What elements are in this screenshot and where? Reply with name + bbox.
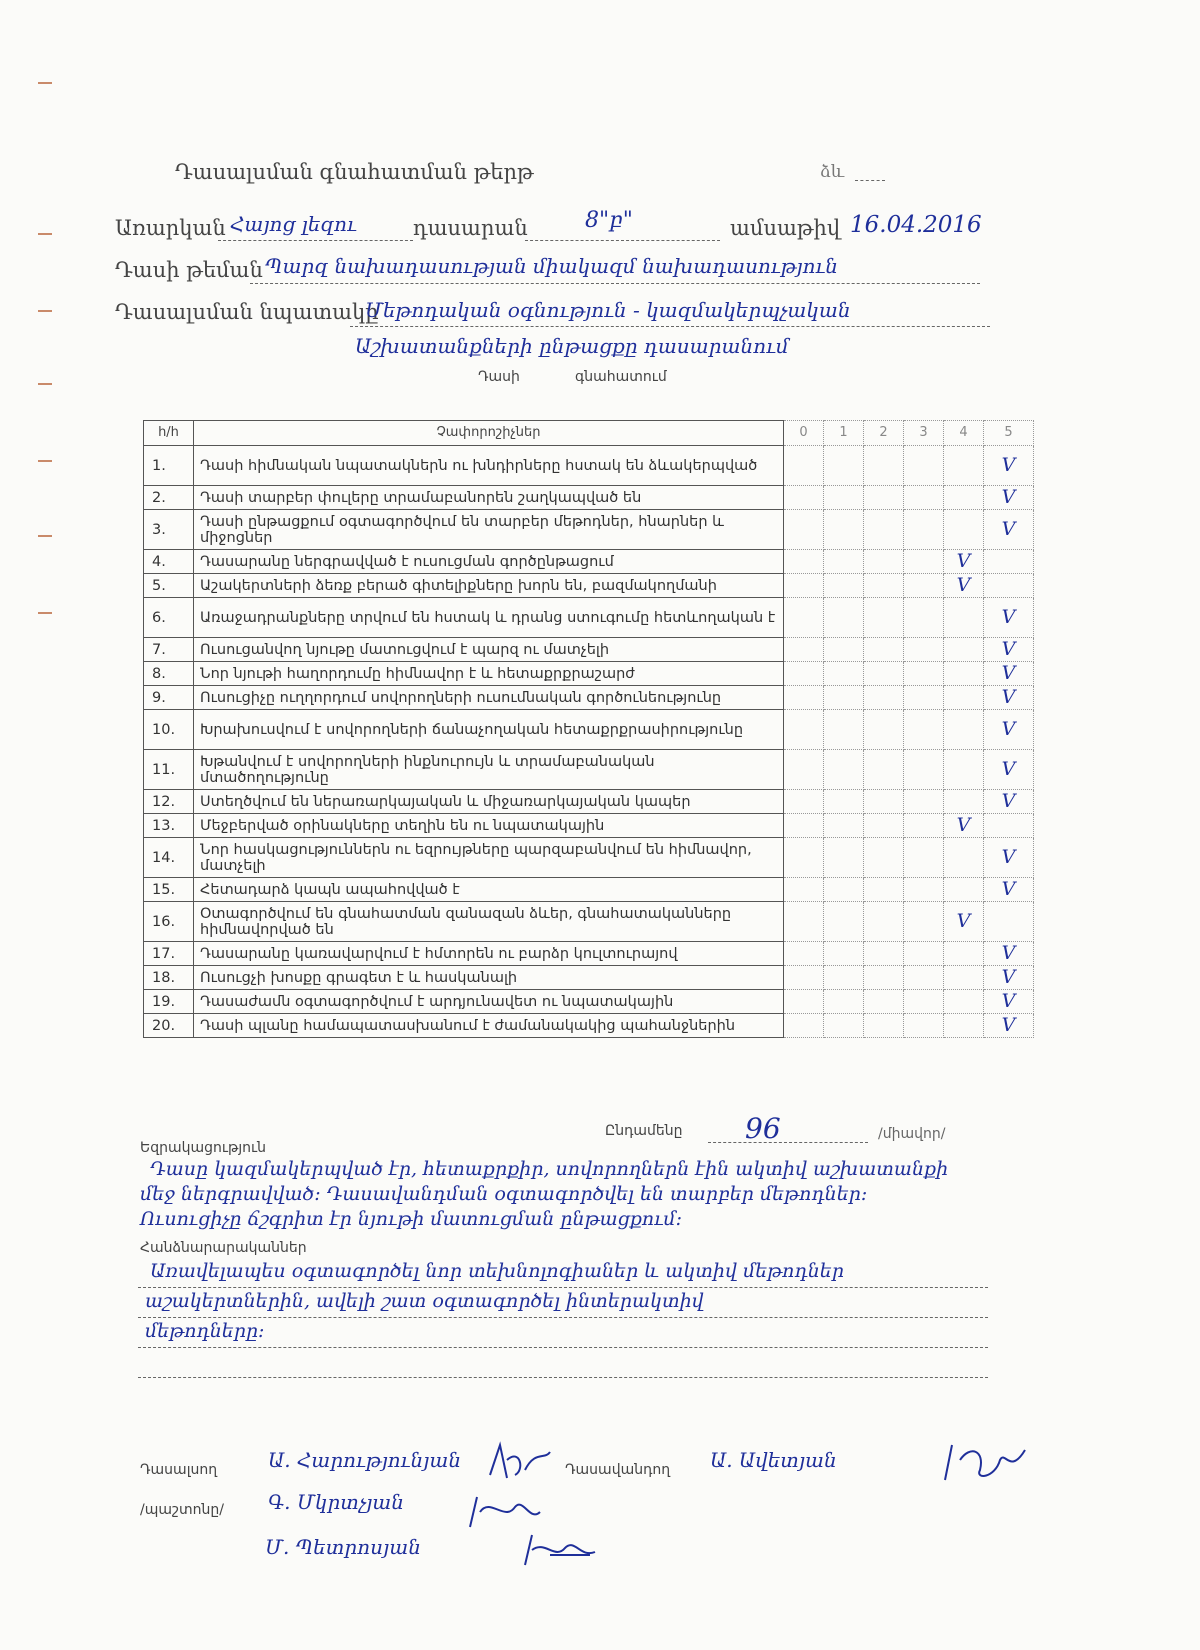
witness-2-signature: Մ. Պետրոսյան: [265, 1535, 421, 1559]
row-criterion: Ուսուցիչը ուղղորդում սովորողների ուսումնական գործունեությունը: [194, 686, 784, 710]
score-cell-1: [824, 550, 864, 574]
score-cell-5: [984, 902, 1034, 942]
row-number: 16.: [144, 902, 194, 942]
row-criterion: Օտագործվում են գնահատման զանազան ձևեր, գնահատականները հիմնավորված են: [194, 902, 784, 942]
score-cell-3: [904, 686, 944, 710]
score-tick-mark: V: [1001, 661, 1016, 684]
margin-mark: [38, 460, 52, 462]
score-cell-5: [984, 750, 1034, 790]
score-cell-0: [784, 814, 824, 838]
score-cell-1: [824, 662, 864, 686]
score-cell-3: [904, 710, 944, 750]
row-number: 20.: [144, 1014, 194, 1038]
score-cell-2: [864, 878, 904, 902]
margin-mark: [38, 82, 52, 84]
topic-value: Պարզ նախադասության միակազմ նախադասություն: [265, 254, 838, 278]
score-cell-4: [944, 814, 984, 838]
score-cell-5: [984, 878, 1034, 902]
score-cell-0: [784, 510, 824, 550]
table-row: [144, 814, 1034, 838]
recommendations-label: Հանձնարարականներ: [140, 1240, 307, 1256]
subject-label: Առարկան: [115, 216, 226, 240]
conclusion-label: Եզրակացություն: [140, 1140, 266, 1156]
score-cell-1: [824, 966, 864, 990]
score-cell-5: [984, 486, 1034, 510]
score-cell-5: [984, 638, 1034, 662]
score-cell-3: [904, 814, 944, 838]
row-number: 9.: [144, 686, 194, 710]
grade-value: 8"բ": [585, 208, 633, 233]
score-cell-2: [864, 1014, 904, 1038]
row-criterion: Առաջադրանքները տրվում են հստակ և դրանց ստուգումը հետևողական է: [194, 598, 784, 638]
score-cell-2: [864, 990, 904, 1014]
sheet-number-line: [855, 180, 885, 181]
col-criteria-header: Չափորոշիչներ: [194, 421, 784, 446]
score-cell-1: [824, 750, 864, 790]
recommendations-line-3: մեթոդները:: [145, 1320, 265, 1342]
score-tick-mark: V: [1001, 845, 1016, 868]
row-number: 15.: [144, 878, 194, 902]
score-tick-mark: V: [1001, 789, 1016, 812]
score-tick-mark: V: [1001, 989, 1016, 1012]
score-cell-3: [904, 790, 944, 814]
row-criterion: Ստեղծվում են ներառարկայական և միջառարկայական կապեր: [194, 790, 784, 814]
score-cell-3: [904, 966, 944, 990]
score-cell-5: [984, 942, 1034, 966]
conclusion-line-1: Դասը կազմակերպված էր, հետաքրքիր, սովորողներն էին ակտիվ աշխատանքի: [150, 1158, 949, 1180]
conclusion-line-3: Ուսուցիչը ճշգրիտ էր նյութի մատուցման ընթացքում:: [140, 1208, 683, 1230]
score-tick-mark: V: [956, 549, 971, 572]
score-cell-1: [824, 598, 864, 638]
score-tick-mark: V: [1001, 941, 1016, 964]
observer-label: Դասալսող: [140, 1462, 218, 1478]
topic-line: [250, 283, 980, 284]
subject-line: [218, 240, 413, 241]
row-criterion: Խթանվում է սովորողների ինքնուրույն և տրամաբանական մտածողությունը: [194, 750, 784, 790]
table-row: [144, 838, 1034, 878]
score-cell-4: [944, 446, 984, 486]
table-row: [144, 750, 1034, 790]
score-cell-0: [784, 942, 824, 966]
score-cell-2: [864, 790, 904, 814]
page-title: Դասալսման գնահատման թերթ: [175, 160, 534, 184]
date-value: 16.04.2016: [850, 212, 982, 238]
topic-label: Դասի թեման: [115, 258, 263, 282]
witness-1-signature-scribble: [465, 1492, 545, 1532]
score-cell-0: [784, 574, 824, 598]
score-cell-2: [864, 966, 904, 990]
score-cell-2: [864, 486, 904, 510]
goal-line-2: Աշխատանքների ընթացքը դասարանում: [355, 334, 789, 358]
score-cell-3: [904, 638, 944, 662]
score-cell-0: [784, 902, 824, 942]
score-cell-0: [784, 486, 824, 510]
row-criterion: Դասաժամն օգտագործվում է արդյունավետ ու նպատակային: [194, 990, 784, 1014]
score-cell-3: [904, 990, 944, 1014]
margin-mark: [38, 310, 52, 312]
table-row: [144, 1014, 1034, 1038]
total-line: [708, 1142, 868, 1143]
score-header-3: 3: [904, 421, 944, 446]
witnesses-label: /պաշտոնը/: [140, 1502, 224, 1518]
score-cell-5: [984, 814, 1034, 838]
score-cell-4: [944, 710, 984, 750]
score-cell-3: [904, 574, 944, 598]
teacher-signature-scribble: [940, 1440, 1030, 1485]
table-row: [144, 686, 1034, 710]
score-header-0: 0: [784, 421, 824, 446]
score-cell-4: [944, 942, 984, 966]
row-criterion: Նոր հասկացություններն ու եզրույթները պարզաբանվում են հիմնավոր, մատչելի: [194, 838, 784, 878]
subject-value: Հայոց լեզու: [230, 212, 357, 236]
score-cell-2: [864, 574, 904, 598]
score-cell-3: [904, 486, 944, 510]
table-row: [144, 486, 1034, 510]
recommendations-line-2: աշակերտներին, ավելի շատ օգտագործել ինտերակտիվ: [145, 1290, 704, 1312]
score-header-5: 5: [984, 421, 1034, 446]
score-tick-mark: V: [1001, 453, 1016, 476]
score-cell-1: [824, 686, 864, 710]
observer-signature: Ա. Հարությունյան: [268, 1448, 462, 1472]
margin-mark: [38, 383, 52, 385]
score-cell-2: [864, 638, 904, 662]
score-cell-1: [824, 446, 864, 486]
score-cell-1: [824, 814, 864, 838]
score-cell-5: [984, 574, 1034, 598]
row-number: 2.: [144, 486, 194, 510]
sheet-number-label: ձև: [820, 162, 845, 182]
score-cell-0: [784, 550, 824, 574]
score-cell-5: [984, 550, 1034, 574]
score-cell-4: [944, 790, 984, 814]
score-cell-2: [864, 710, 904, 750]
score-cell-0: [784, 838, 824, 878]
row-criterion: Ուսուցչի խոսքը գրագետ է և հասկանալի: [194, 966, 784, 990]
row-criterion: Դասի հիմնական նպատակներն ու խնդիրները հստակ են ձևակերպված: [194, 446, 784, 486]
score-cell-0: [784, 638, 824, 662]
rec-line-4: [138, 1377, 988, 1378]
score-tick-mark: V: [1001, 757, 1016, 780]
score-cell-5: [984, 510, 1034, 550]
teacher-signature: Ա. Ավետյան: [710, 1448, 837, 1472]
score-cell-1: [824, 510, 864, 550]
score-cell-2: [864, 902, 904, 942]
score-tick-mark: V: [1001, 637, 1016, 660]
row-number: 18.: [144, 966, 194, 990]
score-header-4: 4: [944, 421, 984, 446]
table-row: [144, 598, 1034, 638]
score-tick-mark: V: [1001, 965, 1016, 988]
table-row: [144, 710, 1034, 750]
score-cell-0: [784, 750, 824, 790]
score-cell-5: [984, 966, 1034, 990]
grade-label: դասարան: [413, 216, 528, 240]
table-row: [144, 662, 1034, 686]
score-cell-4: [944, 662, 984, 686]
score-cell-2: [864, 750, 904, 790]
table-row: [144, 942, 1034, 966]
conclusion-line-2: մեջ ներգրավված: Դասավանդման օգտագործվել են տարբեր մեթոդներ:: [140, 1183, 868, 1205]
table-row: [144, 550, 1034, 574]
score-cell-4: [944, 486, 984, 510]
score-cell-1: [824, 878, 864, 902]
score-cell-5: [984, 990, 1034, 1014]
score-cell-0: [784, 662, 824, 686]
score-cell-0: [784, 990, 824, 1014]
table-caption-right: գնահատում: [575, 369, 667, 385]
score-cell-2: [864, 814, 904, 838]
score-cell-0: [784, 446, 824, 486]
row-number: 1.: [144, 446, 194, 486]
table-row: [144, 966, 1034, 990]
score-cell-5: [984, 710, 1034, 750]
rec-line-1: [138, 1287, 988, 1288]
score-cell-4: [944, 902, 984, 942]
score-cell-4: [944, 550, 984, 574]
row-criterion: Ուսուցանվող նյութը մատուցվում է պարզ ու մատչելի: [194, 638, 784, 662]
score-tick-mark: V: [956, 573, 971, 596]
rec-line-2: [138, 1317, 988, 1318]
score-cell-3: [904, 942, 944, 966]
score-cell-0: [784, 686, 824, 710]
score-cell-4: [944, 878, 984, 902]
score-cell-3: [904, 902, 944, 942]
goal-underline: [350, 326, 990, 327]
score-cell-3: [904, 750, 944, 790]
score-cell-5: [984, 838, 1034, 878]
margin-mark: [38, 233, 52, 235]
row-criterion: Դասի ընթացքում օգտագործվում են տարբեր մեթոդներ, հնարներ և միջոցներ: [194, 510, 784, 550]
goal-line-1: Մեթոդական օգնություն - կազմակերպչական: [365, 298, 851, 322]
score-tick-mark: V: [956, 813, 971, 836]
score-cell-5: [984, 446, 1034, 486]
row-number: 6.: [144, 598, 194, 638]
row-number: 12.: [144, 790, 194, 814]
score-cell-4: [944, 510, 984, 550]
score-cell-0: [784, 878, 824, 902]
row-number: 8.: [144, 662, 194, 686]
grade-line: [525, 240, 720, 241]
table-row: [144, 990, 1034, 1014]
score-cell-1: [824, 1014, 864, 1038]
score-tick-mark: V: [1001, 717, 1016, 740]
score-cell-5: [984, 790, 1034, 814]
score-cell-2: [864, 662, 904, 686]
score-cell-1: [824, 838, 864, 878]
witness-2-signature-scribble: [520, 1530, 600, 1570]
score-cell-5: [984, 686, 1034, 710]
table-row: [144, 878, 1034, 902]
row-number: 5.: [144, 574, 194, 598]
score-cell-0: [784, 790, 824, 814]
table-caption-left: Դասի: [478, 369, 520, 385]
score-cell-1: [824, 710, 864, 750]
score-cell-3: [904, 446, 944, 486]
score-tick-mark: V: [1001, 685, 1016, 708]
row-number: 4.: [144, 550, 194, 574]
score-cell-2: [864, 686, 904, 710]
total-value: 96: [745, 1112, 781, 1145]
score-cell-1: [824, 902, 864, 942]
recommendations-line-1: Առավելապես օգտագործել նոր տեխնոլոգիաներ և ակտիվ մեթոդներ: [150, 1260, 844, 1282]
row-criterion: Խրախուսվում է սովորողների ճանաչողական հետաքրքրասիրությունը: [194, 710, 784, 750]
score-tick-mark: V: [1001, 1013, 1016, 1036]
row-number: 19.: [144, 990, 194, 1014]
table-row: [144, 790, 1034, 814]
total-label: Ընդամենը: [605, 1123, 683, 1139]
score-cell-2: [864, 838, 904, 878]
score-cell-2: [864, 942, 904, 966]
total-unit: /միավոր/: [878, 1126, 946, 1142]
row-criterion: Նոր նյութի հաղորդումը հիմնավոր է և հետաքրքրաշարժ: [194, 662, 784, 686]
score-cell-4: [944, 686, 984, 710]
score-cell-4: [944, 598, 984, 638]
row-number: 13.: [144, 814, 194, 838]
witness-1-signature: Գ. Մկրտչյան: [268, 1490, 404, 1514]
score-cell-4: [944, 838, 984, 878]
score-cell-1: [824, 942, 864, 966]
margin-mark: [38, 535, 52, 537]
table-row: [144, 902, 1034, 942]
goal-label: Դասալսման նպատակը: [115, 300, 379, 324]
table-row: [144, 510, 1034, 550]
row-number: 17.: [144, 942, 194, 966]
score-cell-0: [784, 966, 824, 990]
score-cell-0: [784, 1014, 824, 1038]
score-cell-3: [904, 550, 944, 574]
row-criterion: Դասարանը կառավարվում է հմտորեն ու բարձր կուլտուրայով: [194, 942, 784, 966]
row-number: 11.: [144, 750, 194, 790]
table-row: [144, 446, 1034, 486]
score-cell-2: [864, 510, 904, 550]
score-tick-mark: V: [1001, 605, 1016, 628]
score-cell-3: [904, 662, 944, 686]
score-cell-1: [824, 486, 864, 510]
row-criterion: Դասի տարբեր փուլերը տրամաբանորեն շաղկապված են: [194, 486, 784, 510]
row-criterion: Աշակերտների ձեռք բերած գիտելիքները խորն են, բազմակողմանի: [194, 574, 784, 598]
score-cell-3: [904, 510, 944, 550]
score-cell-4: [944, 966, 984, 990]
score-cell-1: [824, 790, 864, 814]
table-row: [144, 638, 1034, 662]
score-header-1: 1: [824, 421, 864, 446]
score-header-2: 2: [864, 421, 904, 446]
row-number: 3.: [144, 510, 194, 550]
row-criterion: Մեջբերված օրինակները տեղին են ու նպատակային: [194, 814, 784, 838]
score-cell-0: [784, 710, 824, 750]
score-cell-4: [944, 574, 984, 598]
criteria-table: [143, 420, 1034, 1038]
score-cell-4: [944, 750, 984, 790]
score-tick-mark: V: [1001, 877, 1016, 900]
score-cell-1: [824, 574, 864, 598]
score-cell-5: [984, 1014, 1034, 1038]
score-cell-2: [864, 550, 904, 574]
score-cell-4: [944, 638, 984, 662]
score-tick-mark: V: [1001, 517, 1016, 540]
score-cell-2: [864, 598, 904, 638]
observer-signature-scribble: [485, 1440, 555, 1485]
row-number: 7.: [144, 638, 194, 662]
score-cell-4: [944, 1014, 984, 1038]
score-cell-3: [904, 1014, 944, 1038]
score-cell-0: [784, 598, 824, 638]
score-cell-5: [984, 598, 1034, 638]
table-header-row: [144, 421, 1034, 446]
table-row: [144, 574, 1034, 598]
row-number: 10.: [144, 710, 194, 750]
teacher-label: Դասավանդող: [565, 1462, 671, 1478]
score-cell-5: [984, 662, 1034, 686]
score-cell-3: [904, 838, 944, 878]
row-criterion: Հետադարձ կապն ապահովված է: [194, 878, 784, 902]
score-tick-mark: V: [1001, 485, 1016, 508]
col-number-header: հ/հ: [144, 421, 194, 446]
margin-mark: [38, 612, 52, 614]
row-criterion: Դասարանը ներգրավված է ուսուցման գործընթացում: [194, 550, 784, 574]
score-cell-1: [824, 990, 864, 1014]
score-cell-4: [944, 990, 984, 1014]
date-label: ամսաթիվ: [730, 216, 841, 240]
score-cell-3: [904, 598, 944, 638]
row-criterion: Դասի պլանը համապատասխանում է ժամանակակից պահանջներին: [194, 1014, 784, 1038]
score-cell-2: [864, 446, 904, 486]
rec-line-3: [138, 1347, 988, 1348]
score-cell-3: [904, 878, 944, 902]
row-number: 14.: [144, 838, 194, 878]
score-tick-mark: V: [956, 909, 971, 932]
score-cell-1: [824, 638, 864, 662]
